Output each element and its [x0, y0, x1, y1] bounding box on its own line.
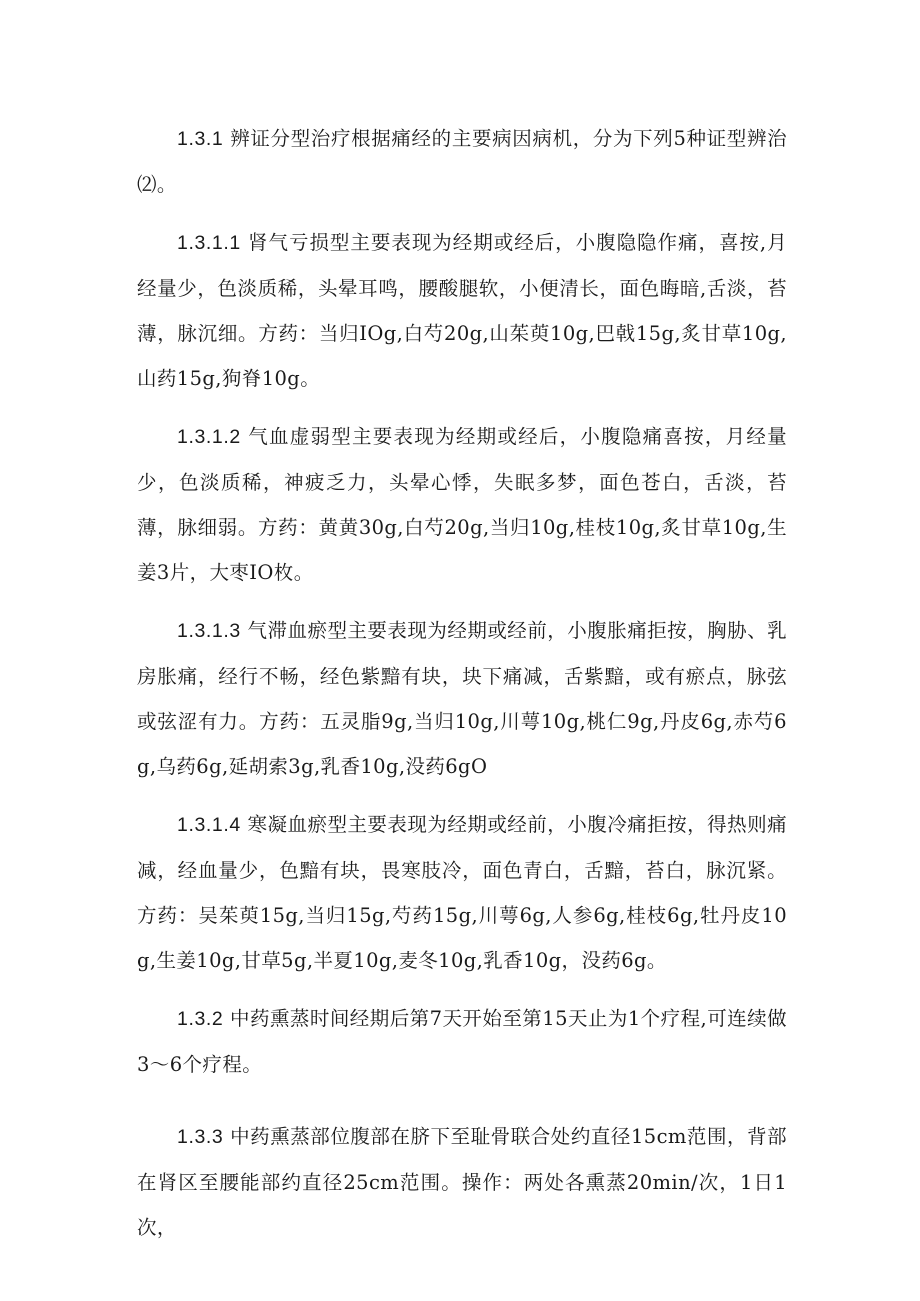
paragraph-text: 中药熏蒸时间经期后第7天开始至第15天止为1个疗程,可连续做3～6个疗程。 — [137, 1007, 787, 1076]
section-number: 1.3.3 — [177, 1126, 224, 1148]
paragraph-1-3-3 — [137, 1114, 787, 1250]
paragraph-1-3-1-4 — [137, 802, 787, 983]
section-number: 1.3.1 — [177, 128, 224, 150]
paragraph-1-3-2 — [137, 996, 787, 1087]
paragraph-text: 寒凝血瘀型主要表现为经期或经前，小腹冷痛拒按，得热则痛减，经血量少，色黯有块，畏寒肢冷，面色青白，舌黯，苔白，脉沉紧。方药：吴茱萸15g,当归15g,芍药15g,川萼6g,人参6g,桂枝6g,牡丹皮10g,生姜10g,甘草5g,半夏10g,麦冬10g,乳香10g，没药6g。 — [137, 813, 787, 972]
section-number: 1.3.2 — [177, 1008, 224, 1030]
paragraph-text: 肾气亏损型主要表现为经期或经后，小腹隐隐作痛，喜按,月经量少，色淡质稀，头晕耳鸣，腰酸腿软，小便清长，面色晦暗,舌淡，苔薄，脉沉细。方药：当归IOg,白芍20g,山茱萸10g,巴戟15g,炙甘草10g,山药15g,狗脊10g。 — [137, 231, 787, 390]
section-number: 1.3.1.1 — [177, 232, 241, 254]
paragraph-1-3-1-1 — [137, 220, 787, 401]
document-body — [137, 116, 787, 1263]
paragraph-text: 中药熏蒸部位腹部在脐下至耻骨联合处约直径15cm范围，背部在肾区至腰能部约直径25cm范围。操作：两处各熏蒸20min∕次，1日1次， — [137, 1125, 787, 1239]
paragraph-1-3-1-2 — [137, 414, 787, 595]
section-number: 1.3.1.2 — [177, 426, 241, 448]
section-number: 1.3.1.4 — [177, 814, 241, 836]
paragraph-text: 辨证分型治疗根据痛经的主要病因病机，分为下列5种证型辨治⑵。 — [137, 127, 787, 196]
paragraph-text: 气滞血瘀型主要表现为经期或经前，小腹胀痛拒按，胸胁、乳房胀痛，经行不畅，经色紫黯有块，块下痛减，舌紫黯，或有瘀点，脉弦或弦涩有力。方药：五灵脂9g,当归10g,川萼10g,桃仁9g,丹皮6g,赤芍6g,乌药6g,延胡索3g,乳香10g,没药6gO — [137, 619, 787, 778]
paragraph-1-3-1 — [137, 116, 787, 207]
paragraph-text: 气血虚弱型主要表现为经期或经后，小腹隐痛喜按，月经量少，色淡质稀，神疲乏力，头晕心悸，失眠多梦，面色苍白，舌淡，苔薄，脉细弱。方药：黄黄30g,白芍20g,当归10g,桂枝10g,炙甘草10g,生姜3片，大枣IO枚。 — [137, 425, 787, 584]
section-number: 1.3.1.3 — [177, 620, 241, 642]
paragraph-1-3-1-3 — [137, 608, 787, 789]
